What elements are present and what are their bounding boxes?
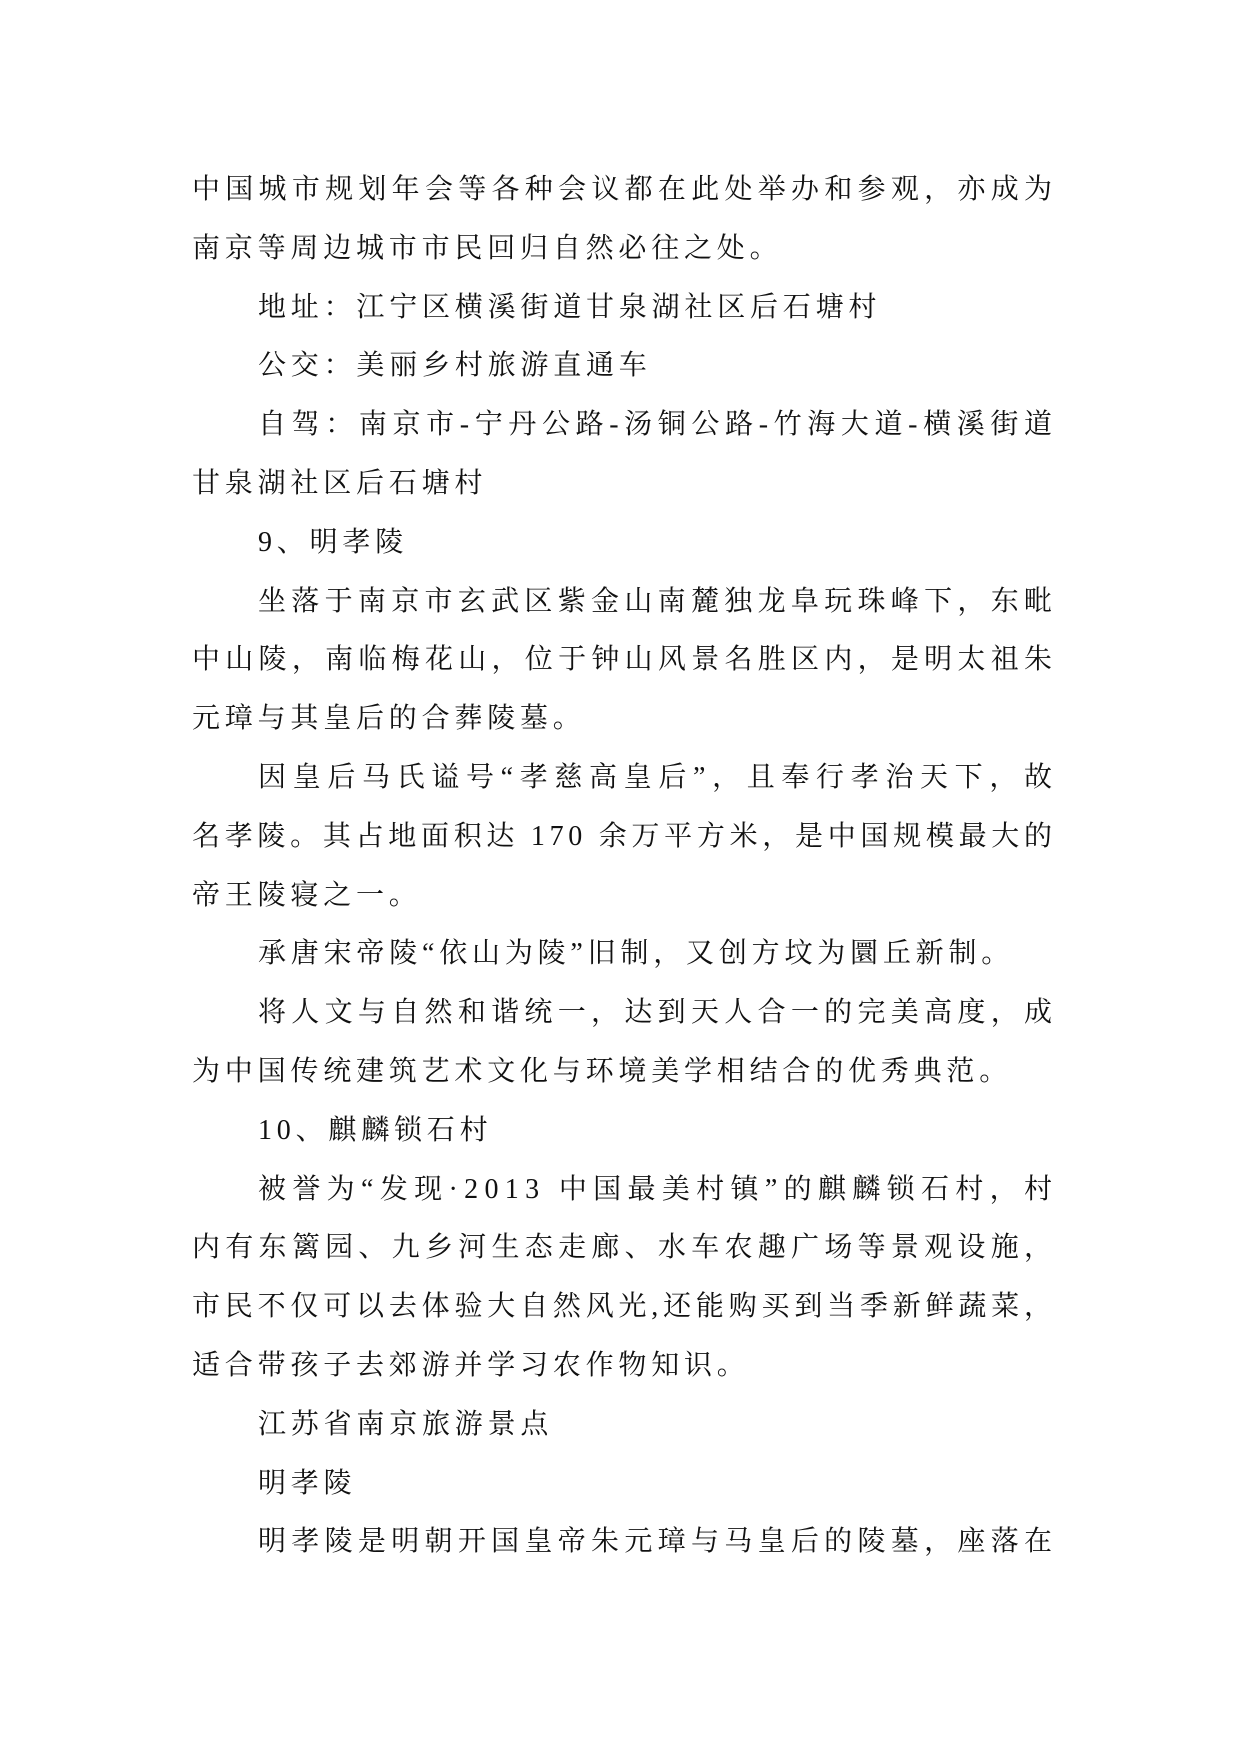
text-line: 市民不仅可以去体验大自然风光,还能购买到当季新鲜蔬菜， [192,1291,1057,1323]
text-line: 因皇后马氏谥号“孝慈高皇后”，且奉行孝治天下，故 [258,761,1059,793]
paragraph [192,573,1058,749]
paragraph [192,749,1059,925]
document-body [192,161,1059,1572]
text-line: 明孝陵是明朝开国皇帝朱元璋与马皇后的陵墓，座落在 [258,1526,1058,1558]
section-heading-text: 江苏省南京旅游景点 [258,1408,554,1440]
text-line: 内有东篱园、九乡河生态走廊、水车农趣广场等景观设施， [192,1232,1058,1264]
text-line: 帝王陵寝之一。 [192,879,422,911]
paragraph [192,1513,1058,1572]
paragraph [192,161,1058,279]
paragraph [192,984,1058,1102]
address-paragraph [192,279,1052,338]
bus-paragraph [192,337,1052,396]
text-line: 名孝陵。其占地面积达 170 余万平方米，是中国规模最大的 [192,820,1057,852]
text-line: 被誉为“发现·2013 中国最美村镇”的麒麟锁石村，村 [258,1173,1059,1205]
text-line: 为中国传统建筑艺术文化与环境美学相结合的优秀典范。 [192,1055,1013,1087]
text-line: 承唐宋帝陵“依山为陵”旧制，又创方坟为圜丘新制。 [258,938,1015,970]
section-heading [192,1455,1052,1514]
text-line: 中山陵，南临梅花山，位于钟山风景名胜区内，是明太祖朱 [192,644,1058,676]
section-heading [192,1102,1052,1161]
text-line: 公交：美丽乡村旅游直通车 [258,350,652,382]
section-heading [192,514,1052,573]
section-heading-text: 10、麒麟锁石村 [258,1114,493,1146]
paragraph [192,1161,1059,1396]
text-line: 适合带孩子去郊游并学习农作物知识。 [192,1349,750,1381]
text-line: 南京等周边城市市民回归自然必往之处。 [192,232,783,264]
section-heading-text: 9、明孝陵 [258,526,409,558]
section-heading [192,1396,1052,1455]
driving-paragraph [192,396,1058,514]
text-line: 甘泉湖社区后石塘村 [192,467,488,499]
text-line: 坐落于南京市玄武区紫金山南麓独龙阜玩珠峰下，东毗 [258,585,1058,617]
text-line: 元璋与其皇后的合葬陵墓。 [192,703,586,735]
text-line: 地址：江宁区横溪街道甘泉湖社区后石塘村 [258,291,882,323]
text-line: 将人文与自然和谐统一，达到天人合一的完美高度，成 [258,997,1058,1029]
text-line: 中国城市规划年会等各种会议都在此处举办和参观，亦成为 [192,174,1058,205]
paragraph [192,925,1052,984]
text-line: 自驾：南京市-宁丹公路-汤铜公路-竹海大道-横溪街道 [258,409,1058,441]
section-heading-text: 明孝陵 [258,1467,357,1499]
